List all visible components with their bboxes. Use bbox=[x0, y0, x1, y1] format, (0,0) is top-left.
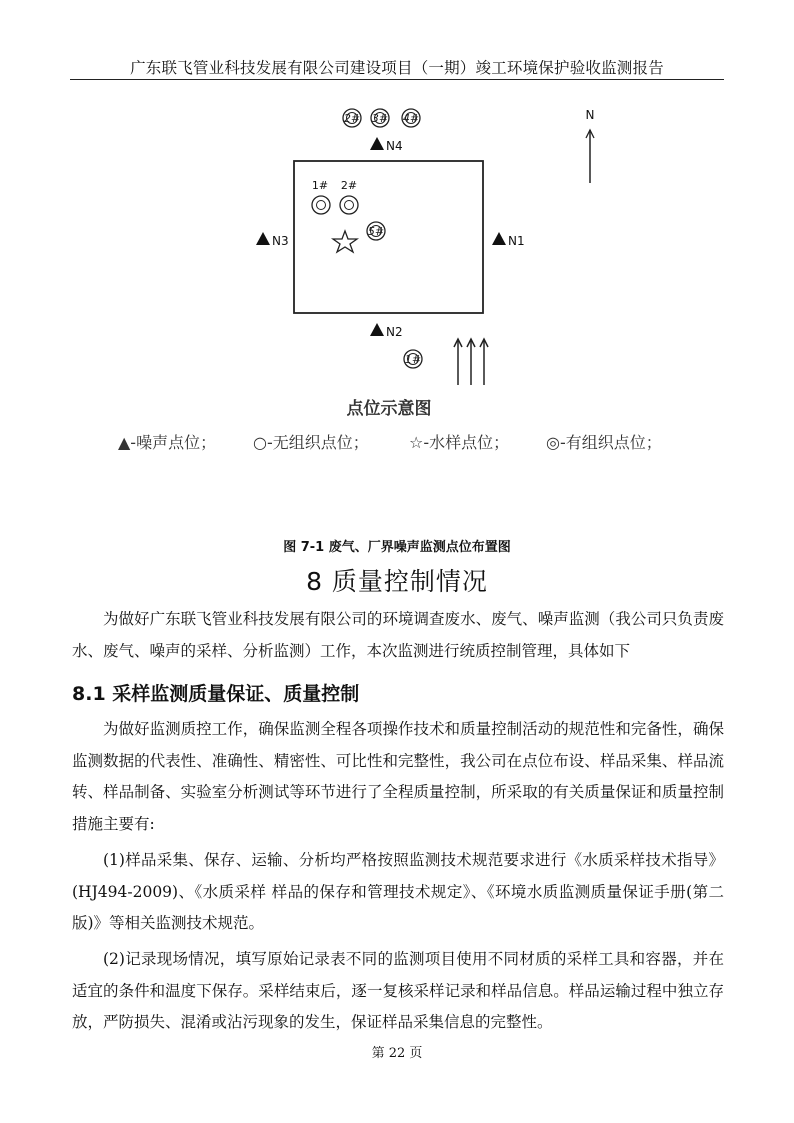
noise-point-n2-icon bbox=[370, 323, 384, 336]
noise-point-n3-icon bbox=[256, 232, 270, 245]
intro-paragraph: 为做好广东联飞管业科技发展有限公司的环境调查废水、废气、噪声监测（我公司只负责废水、废气、噪声的采样、分析监测）工作，本次监测进行统质控制管理，具体如下 bbox=[72, 610, 724, 660]
organized-point-top-3 bbox=[371, 109, 389, 127]
organized-point-top-4 bbox=[402, 109, 420, 127]
noise-point-n4-icon bbox=[370, 137, 384, 150]
section-paragraph: 为做好监测质控工作，确保监测全程各项操作技术和质量控制活动的规范性和完备性，确保监测数据的代表性、准确性、精密性、可比性和完整性，我公司在点位布设、样品采集、样品流转、样品制备、实验室分析测试等环节进行了全程质量控制，所采取的有关质量保证和质量控制措施主要有: bbox=[72, 720, 724, 833]
organized-point-bottom-1 bbox=[404, 350, 422, 368]
unorganized-point-1 bbox=[312, 196, 330, 214]
organized-point-5 bbox=[367, 222, 385, 240]
noise-label-n2: N2 bbox=[386, 325, 403, 339]
organized-label: 1# bbox=[404, 353, 422, 366]
figure-caption: 图 7-1 废气、厂界噪声监测点位布置图 bbox=[283, 540, 511, 555]
noise-point-n1-icon bbox=[492, 232, 506, 245]
legend-water: ☆-水样点位； bbox=[409, 433, 510, 452]
section-title: 8.1 采样监测质量保证、质量控制 bbox=[72, 683, 360, 705]
circle-label-1: 1# bbox=[311, 179, 329, 192]
organized-label: 5# bbox=[367, 225, 385, 238]
legend-organized: ◎-有组织点位； bbox=[546, 433, 662, 452]
page-header: 广东联飞管业科技发展有限公司建设项目（一期）竣工环境保护验收监测报告 bbox=[130, 59, 664, 77]
monitoring-point-diagram bbox=[100, 98, 700, 478]
noise-label-n3: N3 bbox=[272, 234, 289, 248]
quality-item-1: (1)样品采集、保存、运输、分析均严格按照监测技术规范要求进行《水质采样技术指导》(HJ494-2009)、《水质采样 样品的保存和管理技术规定》、《环境水质监测质量保证手册(第二版)》等相关监测技术规范。 bbox=[72, 851, 724, 932]
noise-label-n1: N1 bbox=[508, 234, 525, 248]
header-divider bbox=[70, 79, 724, 80]
organized-label: 2# bbox=[343, 112, 361, 125]
quality-item-2: (2)记录现场情况，填写原始记录表不同的监测项目使用不同材质的采样工具和容器，并在适宜的条件和温度下保存。采样结束后，逐一复核采样记录和样品信息。样品运输过程中独立存放，严防损失、混淆或沾污现象的发生，保证样品采集信息的完整性。 bbox=[72, 950, 724, 1031]
circle-label-2: 2# bbox=[340, 179, 358, 192]
diagram-title: 点位示意图 bbox=[346, 399, 432, 419]
organized-label: 4# bbox=[402, 112, 420, 125]
unorganized-point-2 bbox=[340, 196, 358, 214]
legend-noise: ▲-噪声点位； bbox=[118, 433, 217, 452]
noise-label-n4: N4 bbox=[386, 139, 403, 153]
page-number: 第 22 页 bbox=[371, 1046, 423, 1061]
legend-unorganized: ○-无组织点位； bbox=[253, 433, 369, 452]
organized-label: 3# bbox=[371, 112, 389, 125]
wind-arrows-icon bbox=[454, 339, 488, 385]
water-point-star-icon bbox=[333, 231, 357, 252]
north-label: N bbox=[585, 108, 595, 122]
chapter-title: 8 质量控制情况 bbox=[306, 567, 488, 596]
organized-point-top-2 bbox=[343, 109, 361, 127]
